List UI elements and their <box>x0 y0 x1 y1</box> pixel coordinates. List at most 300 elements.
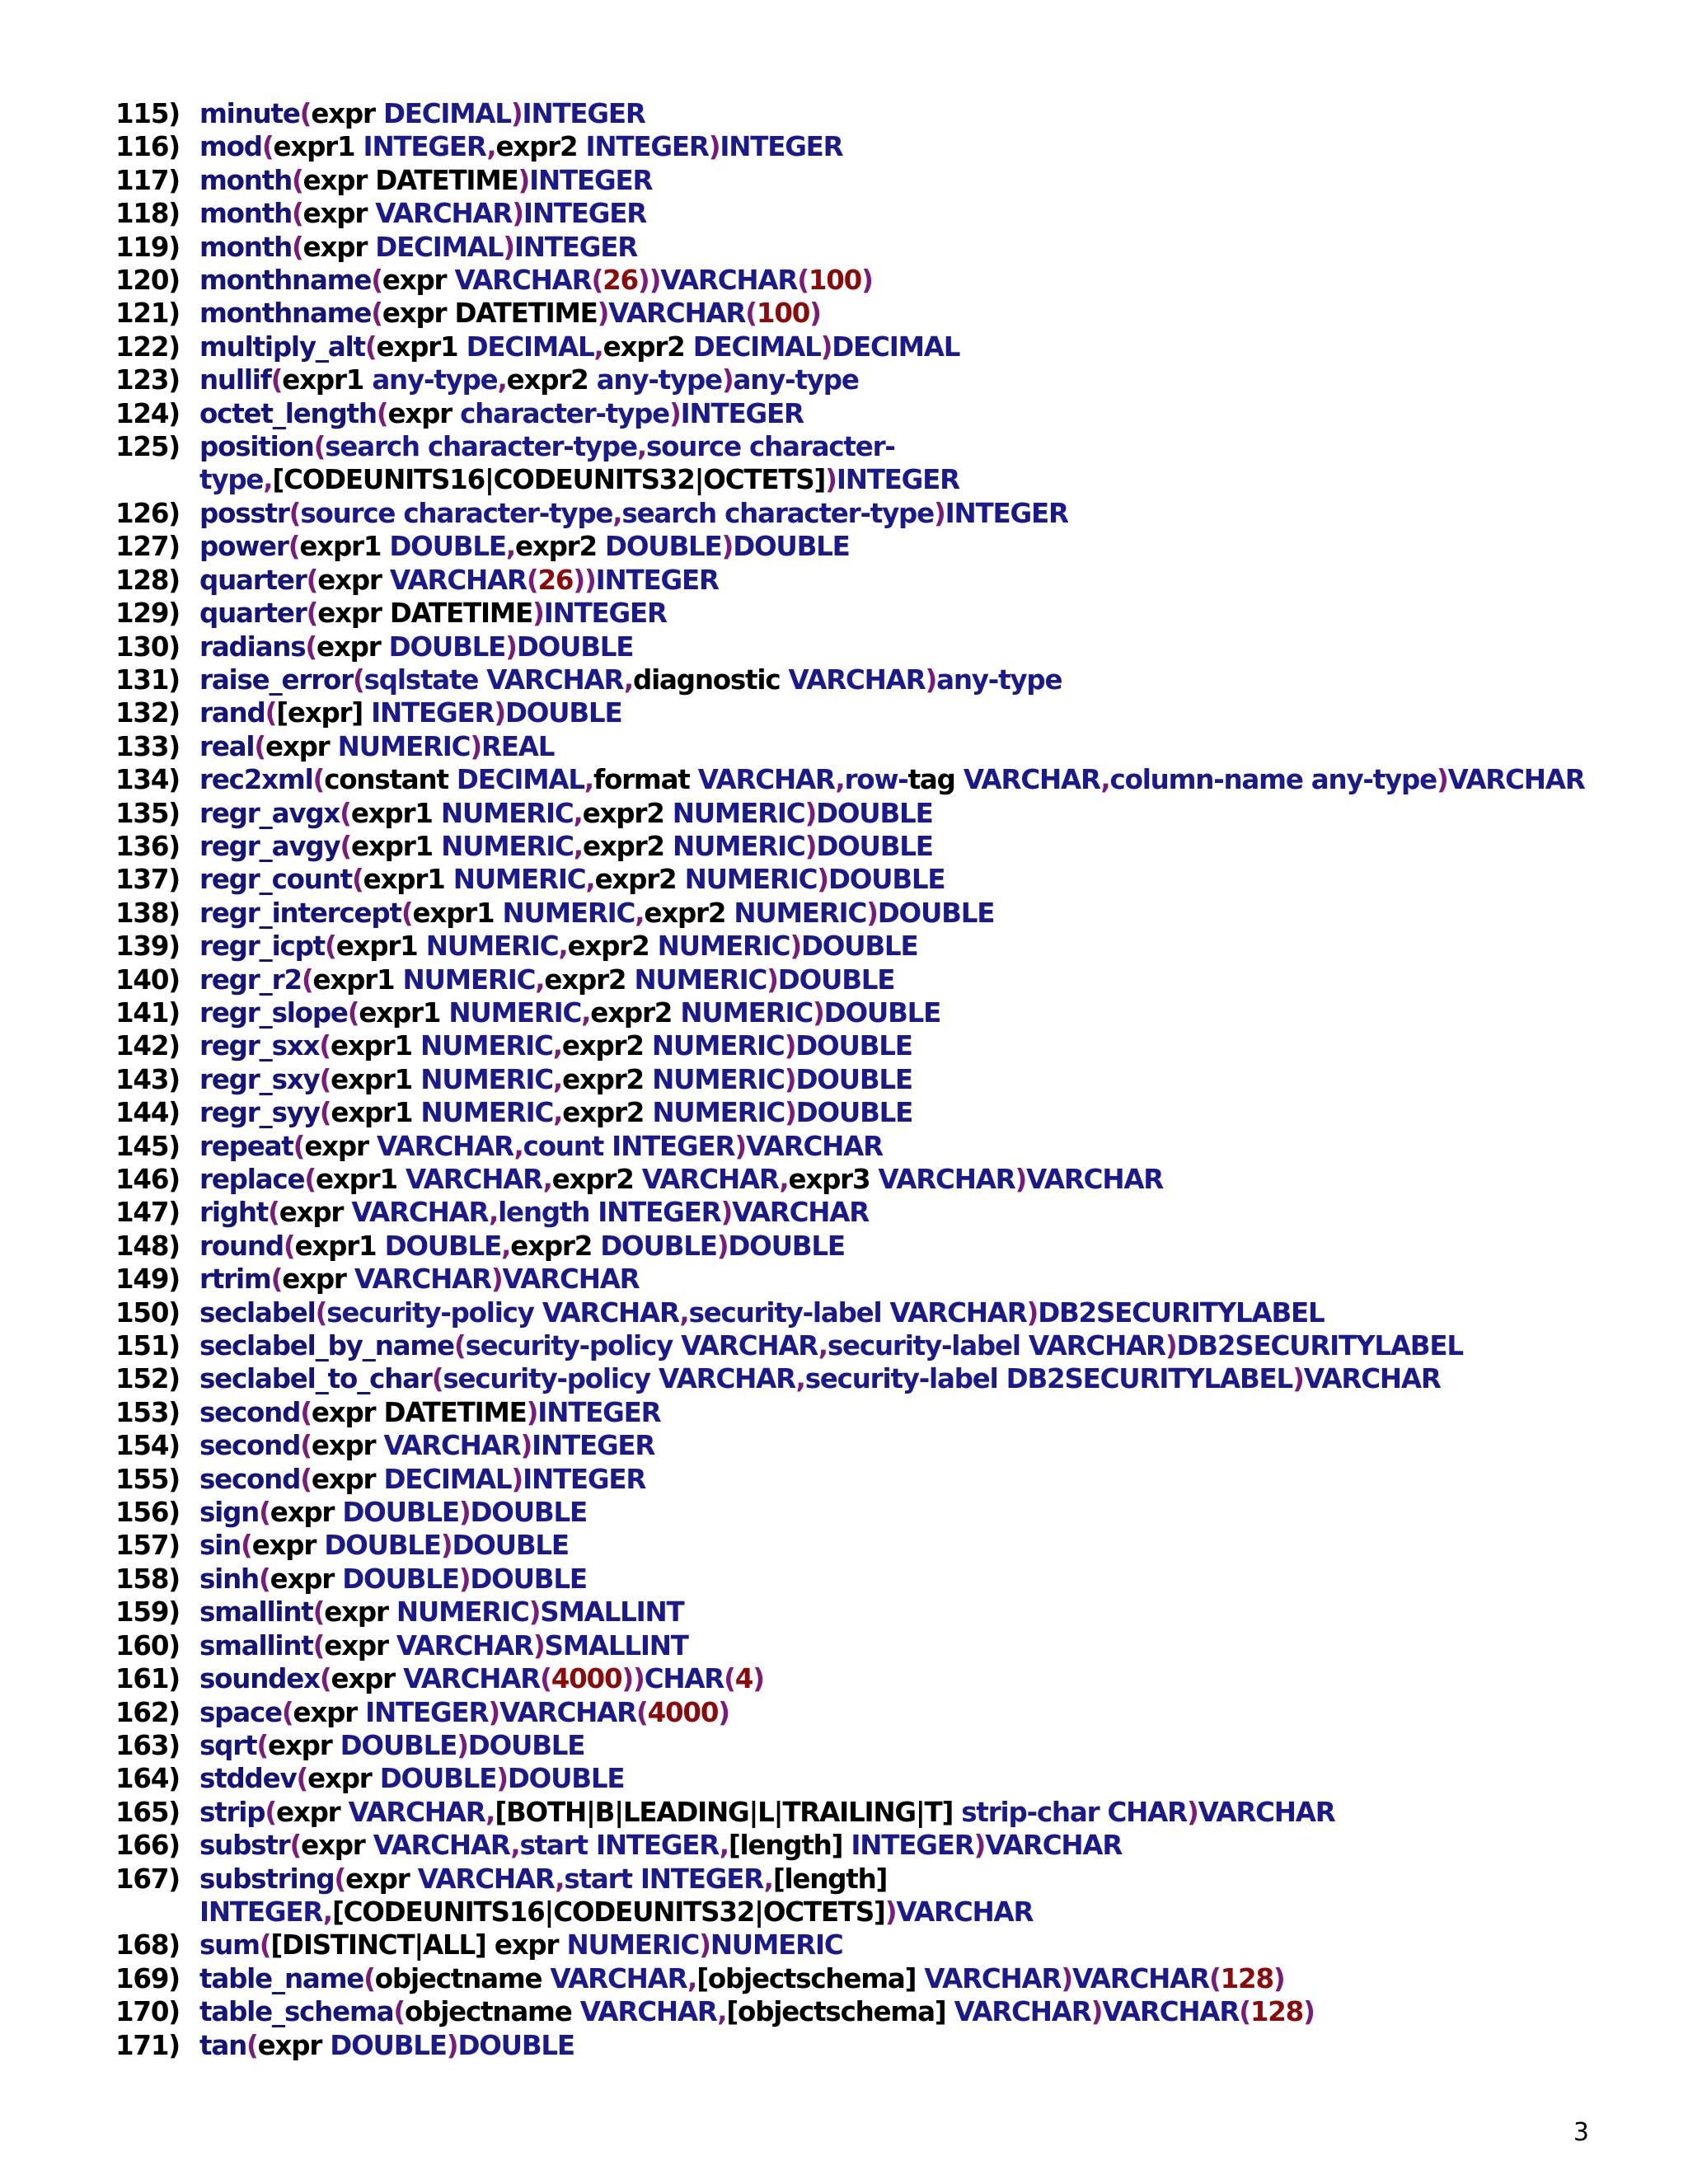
numeric-literal: 4 <box>734 1663 753 1695</box>
punctuation: ( <box>315 1296 327 1329</box>
function-name: table_name <box>199 1962 364 1994</box>
signature <box>199 297 1648 330</box>
type-keyword: INTEGER <box>543 598 667 630</box>
type-keyword: DOUBLE <box>828 864 945 896</box>
list-item <box>115 1063 1648 1096</box>
plain-text: [BOTH|B|LEADING|L|TRAILING|T] <box>495 1796 962 1828</box>
punctuation: , <box>573 797 583 829</box>
type-keyword: row- <box>844 764 908 796</box>
punctuation: ( <box>301 963 313 996</box>
punctuation: ( <box>352 864 363 896</box>
type-keyword: INTEGER <box>720 131 843 163</box>
type-keyword: DOUBLE <box>340 1729 457 1761</box>
type-keyword: SMALLINT <box>544 1629 688 1661</box>
type-keyword: DOUBLE <box>728 1230 845 1262</box>
item-number: 164) <box>115 1763 180 1795</box>
type-keyword: INTEGER <box>513 231 638 263</box>
item-number: 134) <box>115 764 180 796</box>
punctuation: , <box>635 897 645 929</box>
plain-text: objectname <box>374 1962 551 1994</box>
type-keyword: DOUBLE <box>605 531 722 563</box>
list-item <box>115 930 1648 963</box>
type-keyword: VARCHAR <box>924 1962 1062 1994</box>
plain-text: [expr] <box>276 697 372 729</box>
punctuation: , <box>552 1030 562 1062</box>
item-number: 147) <box>115 1197 180 1229</box>
item-number <box>115 463 199 496</box>
list-item <box>115 164 1648 197</box>
punctuation: ) <box>866 897 878 929</box>
signature <box>199 530 1648 563</box>
type-keyword: NUMERIC <box>402 963 536 996</box>
punctuation: ) <box>973 1830 986 1862</box>
punctuation: , <box>486 131 496 163</box>
type-keyword: search character-type <box>621 497 934 529</box>
plain-text: diagnostic <box>633 663 789 696</box>
function-name: table_schema <box>199 1996 394 2028</box>
numeric-literal: 4000 <box>647 1696 719 1728</box>
item-number: 142) <box>115 1030 180 1062</box>
type-keyword: security-policy VARCHAR <box>443 1363 796 1395</box>
type-keyword: DOUBLE <box>795 1097 913 1129</box>
punctuation: ( <box>353 663 364 696</box>
type-keyword: VARCHAR <box>389 564 527 596</box>
function-name: space <box>199 1696 282 1728</box>
signature <box>199 1596 1648 1629</box>
punctuation: )) <box>637 265 661 297</box>
punctuation: ) <box>809 298 821 330</box>
plain-text: expr <box>382 265 455 297</box>
item-number: 152) <box>115 1363 180 1395</box>
item-number: 138) <box>115 897 180 929</box>
function-name: multiply_alt <box>199 330 365 363</box>
punctuation: , <box>322 1896 332 1928</box>
punctuation: ( <box>299 98 312 129</box>
signature <box>199 1563 1648 1596</box>
item-number: 122) <box>115 330 180 363</box>
list-item <box>115 696 1648 729</box>
punctuation: ( <box>453 1330 466 1362</box>
type-keyword: start INTEGER <box>564 1863 764 1895</box>
list-item <box>115 430 1648 463</box>
type-keyword: start INTEGER <box>519 1830 720 1862</box>
list-item <box>115 1662 1648 1695</box>
type-keyword: DOUBLE <box>516 630 634 663</box>
list-item <box>115 996 1648 1029</box>
type-keyword: VARCHAR <box>403 1663 541 1695</box>
plain-text: expr2 <box>594 864 685 896</box>
signature <box>199 663 1648 696</box>
type-keyword: sqlstate VARCHAR <box>363 663 624 696</box>
punctuation: ( <box>371 298 382 330</box>
item-number: 157) <box>115 1530 180 1562</box>
function-name: radians <box>199 630 306 663</box>
type-keyword: VARCHAR <box>641 1164 780 1195</box>
item-number: 116) <box>115 131 180 163</box>
type-keyword: DOUBLE <box>504 697 622 729</box>
punctuation: , <box>552 1063 563 1095</box>
punctuation: ( <box>306 598 318 630</box>
list-item <box>115 663 1648 696</box>
punctuation: ) <box>490 1263 503 1296</box>
signature <box>199 996 1648 1029</box>
plain-text: expr <box>279 1197 352 1229</box>
plain-text: [objectschema] <box>726 1996 954 2028</box>
punctuation: ( <box>246 2029 258 2061</box>
punctuation: ( <box>325 930 336 963</box>
punctuation: ) <box>820 330 832 363</box>
item-number: 131) <box>115 663 180 696</box>
punctuation: ( <box>292 198 303 230</box>
plain-text: expr1 <box>363 864 453 896</box>
signature <box>199 1796 1648 1829</box>
punctuation: ( <box>283 1230 295 1262</box>
function-name: soundex <box>199 1663 320 1695</box>
function-name: month <box>199 164 293 196</box>
item-number: 153) <box>115 1396 180 1428</box>
numeric-literal: 26 <box>537 564 574 596</box>
plain-text: expr <box>302 231 376 263</box>
list-item <box>115 830 1648 863</box>
item-number: 150) <box>115 1296 180 1329</box>
punctuation: ) <box>804 830 817 862</box>
plain-text: expr <box>257 2029 331 2061</box>
type-keyword: character-type <box>460 397 669 429</box>
type-keyword: INTEGER <box>365 1696 489 1728</box>
signature <box>199 397 1648 430</box>
list-item <box>115 1196 1648 1229</box>
type-keyword: source character-type <box>300 497 613 529</box>
function-name: regr_syy <box>199 1097 320 1129</box>
punctuation: , <box>584 764 594 796</box>
punctuation: , <box>717 1996 727 2028</box>
function-name: regr_avgy <box>199 830 340 862</box>
punctuation: )) <box>573 564 596 596</box>
type-keyword: DECIMAL <box>466 330 594 363</box>
signature <box>199 2029 1648 2062</box>
plain-text: expr2 <box>590 996 681 1029</box>
plain-text: expr <box>307 1763 380 1795</box>
plain-text: expr <box>316 630 389 663</box>
punctuation: ( <box>312 1629 325 1661</box>
punctuation: , <box>763 1863 773 1895</box>
function-name: regr_slope <box>199 996 348 1029</box>
signature <box>199 630 1648 663</box>
punctuation: , <box>612 497 622 529</box>
item-number: 161) <box>115 1663 180 1695</box>
punctuation: ) <box>718 1696 729 1728</box>
type-keyword: REAL <box>481 730 555 762</box>
type-keyword: NUMERIC <box>634 963 767 996</box>
punctuation: ( <box>270 364 283 396</box>
type-keyword: VARCHAR <box>376 1130 514 1162</box>
item-number: 119) <box>115 231 180 263</box>
punctuation: ( <box>304 1164 316 1195</box>
function-name: quarter <box>199 564 307 596</box>
plain-text: expr3 <box>788 1164 879 1195</box>
item-number: 160) <box>115 1629 180 1661</box>
list-item <box>115 763 1648 796</box>
item-number <box>115 1896 199 1929</box>
type-keyword: INTEGER <box>523 1463 646 1495</box>
function-name: regr_sxy <box>199 1063 320 1095</box>
function-name: minute <box>199 98 300 129</box>
item-number: 120) <box>115 265 180 297</box>
list-item <box>115 1263 1648 1296</box>
type-keyword: VARCHAR <box>1198 1796 1335 1828</box>
list-item <box>115 2029 1648 2062</box>
type-keyword: VARCHAR <box>417 1863 556 1895</box>
function-name: raise_error <box>199 663 353 696</box>
punctuation: ( <box>319 1097 331 1129</box>
type-keyword: VARCHAR <box>608 298 746 330</box>
function-name: mod <box>199 131 262 163</box>
punctuation: ( <box>526 564 538 596</box>
function-name: octet_length <box>199 397 377 429</box>
type-keyword: VARCHAR <box>1447 764 1585 796</box>
plain-text: expr <box>331 1663 404 1695</box>
list-item <box>115 1762 1648 1795</box>
signature <box>199 1463 1648 1496</box>
list-item <box>115 1096 1648 1129</box>
item-number: 115) <box>115 98 180 129</box>
signature <box>199 897 1648 930</box>
punctuation: ) <box>510 98 523 129</box>
function-name: sin <box>199 1530 241 1562</box>
function-name: monthname <box>199 265 372 297</box>
list-item <box>115 1463 1648 1496</box>
punctuation: ( <box>256 1729 269 1761</box>
plain-text: expr <box>324 1596 396 1629</box>
punctuation: ( <box>364 330 377 363</box>
signature <box>199 330 1648 363</box>
signature <box>199 363 1648 396</box>
punctuation: ) <box>721 364 734 396</box>
punctuation: , <box>581 996 591 1029</box>
list-item <box>115 897 1648 930</box>
punctuation: , <box>585 864 595 896</box>
punctuation: ) <box>1303 1996 1315 2028</box>
item-number: 170) <box>115 1996 180 2028</box>
signature <box>199 1130 1648 1163</box>
function-name: second <box>199 1430 301 1462</box>
type-keyword: INTEGER <box>199 1896 323 1928</box>
function-name: regr_intercept <box>199 897 401 929</box>
type-keyword: security-label VARCHAR <box>827 1330 1165 1362</box>
punctuation: ) <box>528 1596 541 1629</box>
list-item <box>115 264 1648 297</box>
list-item <box>115 397 1648 430</box>
punctuation: ) <box>458 1563 471 1595</box>
list-item <box>115 1962 1648 1995</box>
numeric-literal: 26 <box>603 265 638 297</box>
function-name: regr_avgx <box>199 797 340 829</box>
punctuation: ) <box>753 1663 764 1695</box>
signature <box>199 1829 1648 1862</box>
punctuation: ) <box>494 697 505 729</box>
function-name: replace <box>199 1164 305 1195</box>
type-keyword: DOUBLE <box>324 1530 441 1562</box>
punctuation: ) <box>785 1097 796 1129</box>
plain-text: [DISTINCT|ALL] expr <box>270 1929 567 1961</box>
type-keyword: DOUBLE <box>388 630 506 663</box>
punctuation: , <box>687 1962 697 1994</box>
punctuation: , <box>636 431 646 463</box>
plain-text: expr1 <box>331 1063 421 1095</box>
punctuation: ) <box>518 164 530 196</box>
plain-text: expr2 <box>582 830 673 862</box>
function-name: seclabel_by_name <box>199 1330 454 1362</box>
plain-text: expr2 <box>551 1164 642 1195</box>
type-keyword: VARCHAR <box>579 1996 718 2028</box>
plain-text: [length] <box>728 1830 851 1862</box>
function-name: substring <box>199 1863 335 1895</box>
plain-text: expr DATETIME <box>382 298 598 330</box>
punctuation: , <box>263 464 273 496</box>
punctuation: ( <box>797 265 809 297</box>
type-keyword: security-policy VARCHAR <box>326 1296 680 1329</box>
punctuation: ( <box>300 1396 312 1428</box>
plain-text: expr2 <box>644 897 734 929</box>
item-number: 148) <box>115 1230 180 1262</box>
item-number: 135) <box>115 797 180 829</box>
function-name: smallint <box>199 1596 313 1629</box>
signature <box>199 97 1648 130</box>
signature <box>199 564 1648 597</box>
punctuation: ( <box>334 1863 346 1895</box>
plain-text: expr2 <box>544 963 635 996</box>
type-keyword: length INTEGER <box>498 1197 721 1229</box>
plain-text: expr <box>268 1729 340 1761</box>
punctuation: ) <box>884 1896 897 1928</box>
type-keyword: INTEGER <box>851 1830 974 1862</box>
function-list <box>115 97 1648 2062</box>
punctuation: ( <box>376 397 388 429</box>
punctuation: , <box>485 1796 495 1828</box>
type-keyword: INTEGER <box>585 131 709 163</box>
function-name: rec2xml <box>199 764 313 796</box>
punctuation: ( <box>292 164 303 196</box>
plain-text: expr1 <box>359 996 449 1029</box>
type-keyword: DECIMAL <box>692 330 821 363</box>
plain-text: objectname <box>405 1996 580 2028</box>
item-number: 145) <box>115 1130 180 1162</box>
function-name: seclabel <box>199 1296 316 1329</box>
plain-text: expr DATETIME <box>311 1396 527 1428</box>
signature <box>199 1863 1648 1896</box>
function-name: right <box>199 1197 269 1229</box>
plain-text: [length] <box>772 1863 888 1895</box>
punctuation: ( <box>268 1197 279 1229</box>
punctuation: ( <box>745 298 757 330</box>
punctuation: ) <box>1436 764 1448 796</box>
item-number: 143) <box>115 1063 180 1095</box>
type-keyword: DOUBLE <box>470 1497 587 1529</box>
punctuation: ) <box>526 1396 538 1428</box>
type-keyword: DOUBLE <box>467 1729 585 1761</box>
punctuation: ) <box>1186 1796 1198 1828</box>
punctuation: ) <box>511 1463 523 1495</box>
type-keyword: DOUBLE <box>452 1530 569 1562</box>
punctuation: ( <box>313 431 326 463</box>
signature <box>199 264 1648 297</box>
plain-text: expr <box>265 730 338 762</box>
punctuation: ) <box>825 464 837 496</box>
signature <box>199 696 1648 729</box>
punctuation: )) <box>621 1663 645 1695</box>
punctuation: ( <box>363 1962 375 1994</box>
punctuation: , <box>497 364 507 396</box>
function-name: sqrt <box>199 1729 257 1761</box>
list-item <box>115 1563 1648 1596</box>
list-item <box>115 130 1648 163</box>
plain-text: expr2 <box>562 1063 653 1095</box>
punctuation: , <box>679 1296 689 1329</box>
item-number: 127) <box>115 531 180 563</box>
type-keyword: VARCHAR <box>550 1962 688 1994</box>
punctuation: , <box>558 930 568 963</box>
type-keyword: DOUBLE <box>330 2029 447 2061</box>
function-name: regr_r2 <box>199 963 302 996</box>
punctuation: ( <box>258 1563 270 1595</box>
type-keyword: NUMERIC <box>420 1030 553 1062</box>
type-keyword: NUMERIC <box>502 897 635 929</box>
list-item <box>115 1130 1648 1163</box>
type-keyword: DECIMAL <box>456 764 584 796</box>
signature <box>199 130 1648 163</box>
list-item <box>115 1496 1648 1529</box>
list-item <box>115 297 1648 330</box>
type-keyword: VARCHAR <box>1102 1996 1240 2028</box>
type-keyword: VARCHAR <box>985 1830 1123 1862</box>
type-keyword: CHAR <box>644 1663 724 1695</box>
signature <box>199 1429 1648 1462</box>
function-name: smallint <box>199 1629 313 1661</box>
signature <box>199 1929 1648 1961</box>
function-name: round <box>199 1230 284 1262</box>
signature <box>199 1496 1648 1529</box>
function-name: monthname <box>199 298 372 330</box>
function-name: regr_icpt <box>199 930 326 963</box>
item-number: 168) <box>115 1929 180 1961</box>
list-item <box>115 497 1648 530</box>
punctuation: ) <box>1061 1962 1072 1994</box>
function-name: month <box>199 231 293 263</box>
type-keyword: NUMERIC <box>441 830 574 862</box>
punctuation: ) <box>708 131 720 163</box>
type-keyword: INTEGER <box>371 697 495 729</box>
signature <box>199 1196 1648 1229</box>
punctuation: ) <box>532 1629 545 1661</box>
punctuation: ) <box>440 1530 452 1562</box>
type-keyword: NUMERIC <box>657 930 790 963</box>
punctuation: ) <box>457 1729 468 1761</box>
type-keyword: VARCHAR <box>660 265 798 297</box>
punctuation: ( <box>292 231 303 263</box>
type-keyword: column-name any-type <box>1109 764 1437 796</box>
plain-text: expr1 <box>273 131 363 163</box>
list-item <box>115 863 1648 896</box>
signature <box>199 1230 1648 1263</box>
plain-text: expr2 <box>562 1097 653 1129</box>
plain-text: tag <box>907 764 964 796</box>
type-keyword: DOUBLE <box>600 1230 717 1262</box>
punctuation: ( <box>300 1430 312 1462</box>
function-name: power <box>199 531 288 563</box>
type-keyword: DOUBLE <box>457 2029 574 2061</box>
punctuation: , <box>488 1197 499 1229</box>
punctuation: ( <box>265 697 277 729</box>
